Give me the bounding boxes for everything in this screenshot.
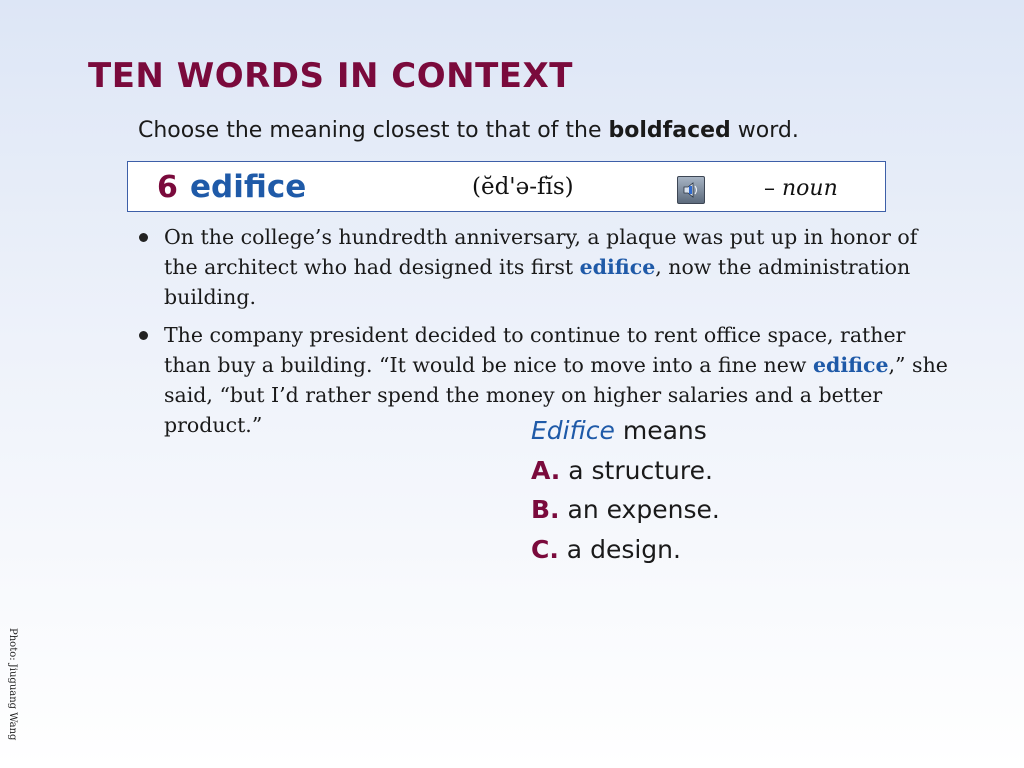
bullet-icon <box>139 331 148 340</box>
part-of-speech <box>764 176 838 201</box>
headword: edifice <box>190 169 307 205</box>
word-box <box>127 161 886 212</box>
bullet-icon <box>139 233 148 242</box>
instructions <box>138 118 799 143</box>
sentence-text: On the college’s hundredth anniversary, a plaque was put up in honor of the architect who had designed its first <box>164 225 918 279</box>
option-letter: B. <box>531 495 560 524</box>
sentence-keyword: edifice <box>579 255 656 279</box>
question-stem <box>531 411 720 451</box>
answer-option-b[interactable] <box>531 490 720 530</box>
answer-option-c[interactable] <box>531 530 720 570</box>
answer-block <box>531 411 720 569</box>
instructions-text: Choose the meaning closest to that of the <box>138 118 609 143</box>
sentence-text-end: ,” she said, “but I’d rather spend the money on higher salaries and a better product.” <box>164 353 948 437</box>
sentence-keyword: edifice <box>812 353 889 377</box>
example-sentence-1 <box>137 222 957 312</box>
speaker-glyph <box>678 177 704 203</box>
sentence-text-end: , now the administration building. <box>164 255 911 309</box>
option-text: a design. <box>558 534 681 564</box>
instructions-bold-text: boldfaced <box>608 118 731 143</box>
sentence-text: The company president decided to continue to rent office space, rather than buy a building. “It would be nice to move into a fine new <box>164 323 906 377</box>
part-of-speech-label: noun <box>782 176 838 201</box>
instructions-text-end: word. <box>730 118 799 143</box>
photo-credit: Photo: Jiuguang Wang <box>7 628 18 741</box>
option-letter: C. <box>531 534 559 564</box>
question-word: Edifice <box>531 416 615 445</box>
word-number: 6 <box>157 170 178 205</box>
slide-title: TEN WORDS IN CONTEXT <box>88 56 573 96</box>
part-of-speech-dash: – <box>764 176 782 201</box>
option-text: an expense. <box>559 495 720 524</box>
speaker-icon[interactable] <box>677 176 705 204</box>
answer-option-a[interactable] <box>531 451 720 491</box>
question-stem-text: means <box>614 416 707 445</box>
option-text: a structure. <box>560 455 713 485</box>
option-letter: A. <box>531 455 561 485</box>
pronunciation: (ĕd'ə-fĭs) <box>472 174 574 200</box>
